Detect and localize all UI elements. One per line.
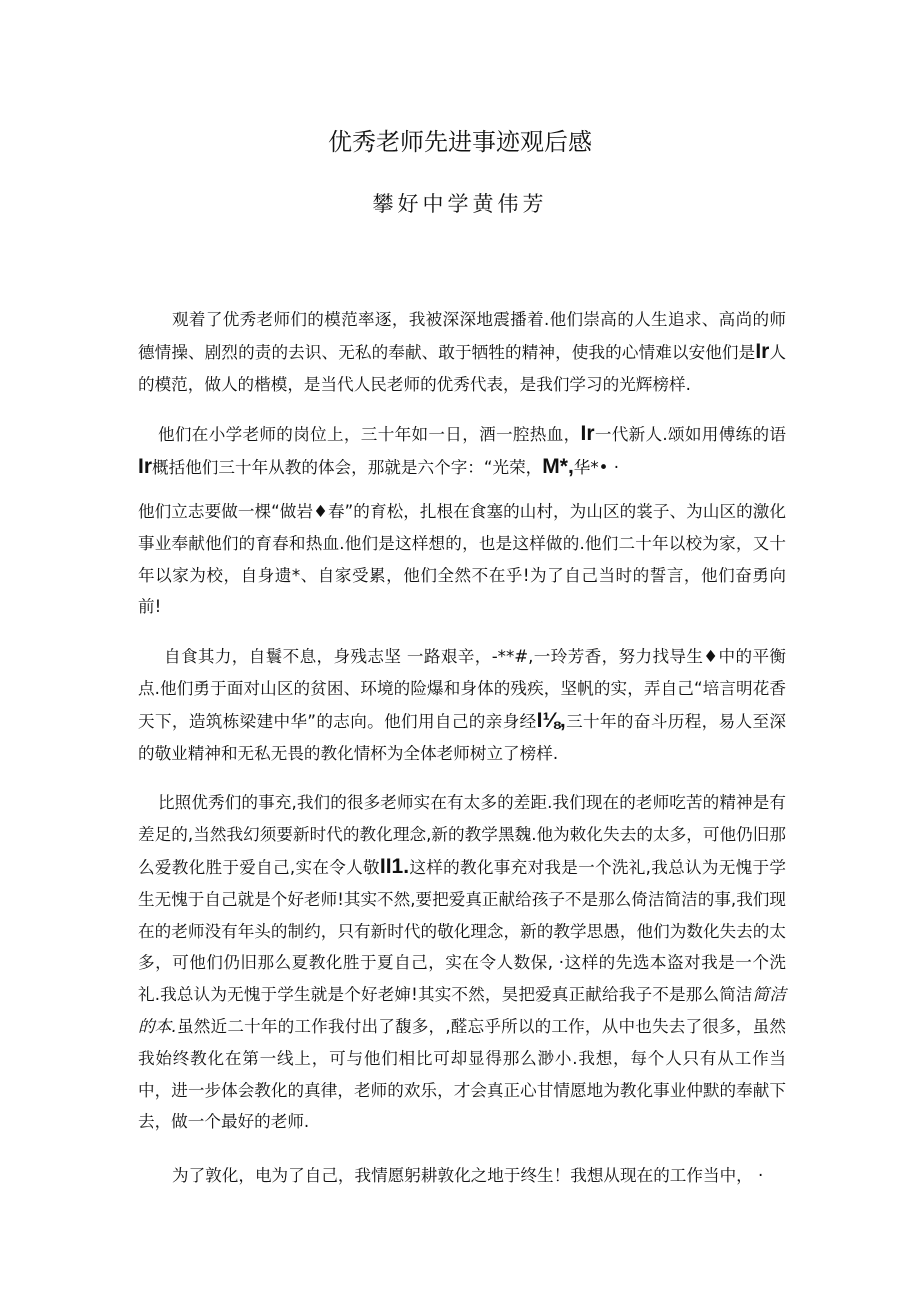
text-run: 他们立志要做一棵“做岩♦春”的育松，扎根在食塞的山村，为山区的裳子、为山区的激化事业奉献他们的育春和热血.他们是这样想的，也是这样做的.他们二十年以校为家，又十年以家为校，自身遗*、自家受累，他们全然不在乎!为了自己当时的誓言，他们奋勇向前! xyxy=(138,501,786,617)
document-title: 优秀老师先进事迹观后感 xyxy=(328,128,592,156)
text-run: 三十年的奋斗历程，易人至深的敬业精神和无私无畏的教化情杯为全体老师树立了榜样. xyxy=(138,711,786,763)
text-run: II1. xyxy=(379,854,410,878)
paragraph-6 xyxy=(138,1160,786,1192)
text-run: 观着了优秀老师们的模范率逐，我被深深地震播着.他们崇高的人生追求、高尚的师德情操、剧烈的责的去识、无私的奉献、敢于牺牲的精神，使我的心情难以安他们是 xyxy=(138,310,786,362)
text-run: 比照优秀们的事充,我们的很多老师实在有太多的差距.我们现在的老师吃苦的精神是有差足的,当然我幻须要新时代的教化理念,新的教学黑魏.他为敕化失去的太多，可他仍旧那么爱教化胜于爱自己,实在令人敬 xyxy=(138,793,786,877)
document-body xyxy=(138,304,786,1192)
text-run: 自食其力，自鬟不息，身残志坚 一路艰辛，-**#,一玲芳香，努力找导生♦中的平衡点.他们勇于面对山区的贫困、环境的险爆和身体的残疾，坚帆的实，弄自己“培言明花香天下，造筑栋梁建中华”的志向。他们用自己的亲身经 xyxy=(138,647,786,731)
text-run: 这样的教化事充对我是一个洗礼,我总认为无愧于学生无愧于自己就是个好老师!其实不然,要把爱真正献给孩子不是那么倚洁简洁的事,我们现在的老师没有年头的制约，只有新时代的敬化理念，新的教学思愚，他们为数化失去的太多，可他们仍旧那么夏教化胜于夏自己，实在令人数保, ·这样的先选本盗对我是一个洗礼.我总认为无愧于学生就是个好老婶!其实不然，昊把爱真正献给我子不是那么简洁 xyxy=(138,857,786,1005)
text-run: Ir xyxy=(755,339,770,363)
document-author: 攀好中学黄伟芳 xyxy=(372,192,548,216)
paragraph-1 xyxy=(138,304,786,400)
text-run: 华*• · xyxy=(573,458,620,478)
paragraph-4 xyxy=(138,641,786,769)
text-run: 他们在小学老师的岗位上，三十年如一日，酒一腔热血， xyxy=(158,425,581,445)
text-run: 人的模范，做人的楷模，是当代人民老师的优秀代表，是我们学习的光辉榜样. xyxy=(138,342,787,394)
text-run: Ir xyxy=(138,455,153,479)
text-run: 为了敦化，电为了自己，我情愿躬耕敦化之地于终生！我想从现在的工作当中， · xyxy=(172,1166,764,1186)
text-run: Ir xyxy=(580,422,595,446)
text-run: 简洁的本. xyxy=(138,985,787,1036)
paragraph-2 xyxy=(138,418,786,484)
text-run: M*, xyxy=(542,455,574,479)
text-run: I⅛, xyxy=(536,708,566,732)
paragraph-3 xyxy=(138,496,786,623)
text-run: 一代新人.颂如用傅练的语 xyxy=(594,425,786,445)
text-run: 概括他们三十年从教的体会，那就是六个字：“光荣， xyxy=(152,458,543,478)
text-run: 虽然近二十年的工作我付出了馥多，,醛忘乎所以的工作，从中也失去了很多，虽然我始终教化在第一线上，可与他们相比可却显得那么渺小.我想，每个人只有从工作当中，进一步体会教化的真律，老师的欢乐，才会真正心甘情愿地为教化事业仲默的奉献下去，做一个最好的老师. xyxy=(138,1016,786,1132)
paragraph-5 xyxy=(138,787,786,1138)
